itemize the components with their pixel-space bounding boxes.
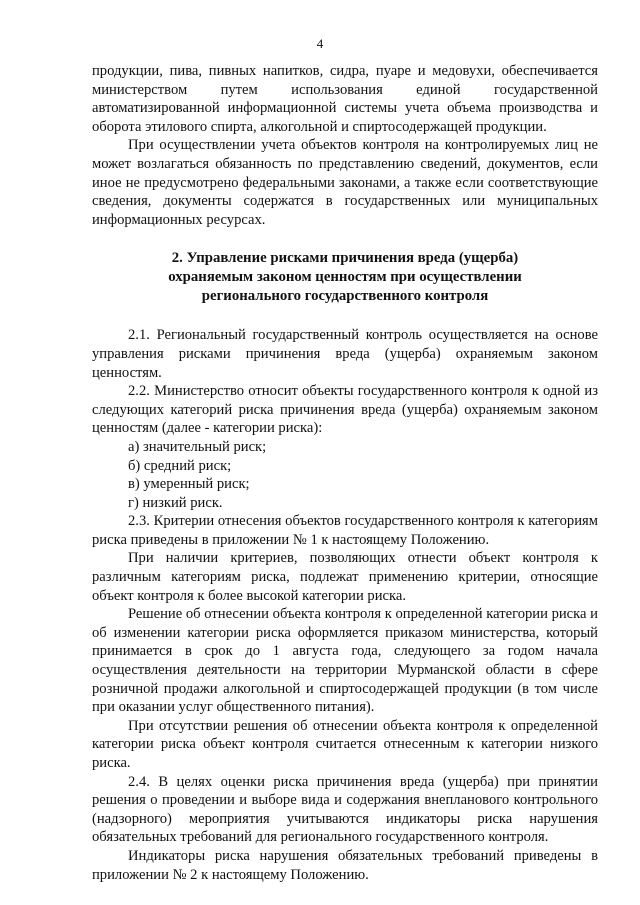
document-body (92, 62, 598, 884)
paragraph-2-3: 2.3. Критерии отнесения объектов государственного контроля к категориям риска приведены в приложении № 1 к настоящему Положению. (92, 513, 598, 548)
risk-category-item: б) средний риск; (128, 457, 232, 474)
risk-category-item: в) умеренный риск; (128, 476, 250, 493)
paragraph-indicators: Индикаторы риска нарушения обязательных требований приведены в приложении № 2 к настоящему Положению. (92, 847, 598, 883)
paragraph-absence: При отсутствии решения об отнесении объекта контроля к определенной категории риска объект контроля считается отнесенным к категории низкого риска. (92, 717, 598, 771)
section-heading-line-2: охраняемым законом ценностям при осуществлении (168, 269, 522, 286)
paragraph-2-1: 2.1. Региональный государственный контроль осуществляется на основе управления рисками причинения вреда (ущерба) охраняемым законом ценностям. (92, 327, 598, 381)
paragraph-2-2: 2.2. Министерство относит объекты государственного контроля к одной из следующих категорий риска причинения вреда (ущерба) охраняемым законом ценностям (далее - категории риска): (92, 383, 598, 437)
section-heading-line-1: 2. Управление рисками причинения вреда (ущерба) (171, 250, 519, 267)
paragraph-decision: Решение об отнесении объекта контроля к определенной категории риска и об изменении категории риска оформляется приказом министерства, который принимается в срок до 1 августа года, следующего за годом начала осуществления деятельности на территории Мурманской области в сфере розничной продажи алкогольной и спиртосодержащей продукции (в том числе при оказании услуг общественного питания). (92, 606, 598, 716)
page-number: 4 (316, 36, 324, 51)
section-heading-line-3: регионального государственного контроля (201, 288, 489, 305)
paragraph-2-4: 2.4. В целях оценки риска причинения вреда (ущерба) при принятии решения о проведении и выборе вида и содержания внепланового контрольного (надзорного) мероприятия учитываются индикаторы риска нарушения обязательных требований для регионального государственного контроля. (92, 773, 598, 846)
risk-category-item: г) низкий риск. (128, 494, 223, 511)
paragraph-accounting: При осуществлении учета объектов контроля на контролируемых лиц не может возлагаться обязанность по представлению сведений, документов, если иное не предусмотрено федеральными законами, а также если соответствующие сведения, документы содержатся в государственных или муниципальных информационных ресурсах. (92, 137, 598, 228)
risk-category-item: а) значительный риск; (128, 438, 267, 455)
paragraph-criteria: При наличии критериев, позволяющих отнести объект контроля к различным категориям риска, подлежат применению критерии, относящие объект контроля к более высокой категории риска. (92, 550, 598, 604)
paragraph-continuation: продукции, пива, пивных напитков, сидра, пуаре и медовухи, обеспечивается министерством путем использования единой государственной автоматизированной информационной системы учета объема производства и оборота этилового спирта, алкогольной и спиртосодержащей продукции. (92, 63, 598, 135)
section-heading (92, 249, 598, 306)
